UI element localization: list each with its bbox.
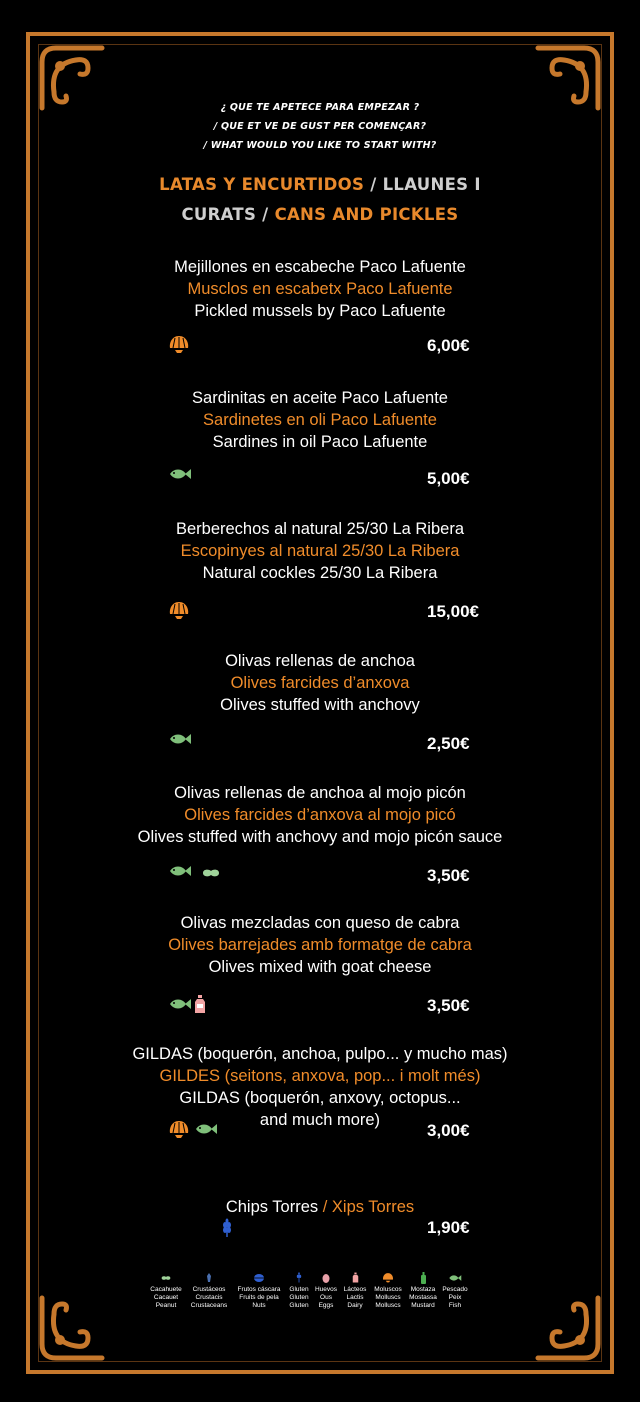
fish-icon (168, 467, 192, 486)
item-name-es: Olivas mezcladas con queso de cabra (180, 914, 460, 932)
peanut-icon (160, 1275, 172, 1284)
menu-item (0, 912, 640, 1022)
item-price: 3,50€ (427, 996, 470, 1015)
legend-item: Gluten Gluten Gluten (286, 1272, 312, 1310)
item-price: 1,90€ (427, 1218, 470, 1237)
legend-item: Crustáceos Crustacis Crustaceans (186, 1272, 232, 1310)
item-price: 6,00€ (427, 336, 470, 355)
section-title: LATAS Y ENCURTIDOS / LLAUNES I CURATS / CANS AND PICKLES (159, 175, 481, 224)
item-name-es: Berberechos al natural 25/30 La Ribera (175, 520, 465, 538)
item-price: 2,50€ (427, 734, 470, 753)
nuts-icon (253, 1273, 265, 1286)
ornament-corner-icon (36, 1292, 108, 1364)
item-name-es: Sardinitas en aceite Paco Lafuente (192, 389, 448, 407)
molluscs-icon (168, 1119, 190, 1144)
section-title-en: CANS AND PICKLES (274, 205, 459, 224)
item-name-en: Natural cockles 25/30 La Ribera (202, 564, 438, 582)
dairy-icon (194, 994, 206, 1019)
fish-icon (168, 864, 192, 883)
fish-icon (168, 997, 192, 1016)
gluten-icon (222, 1218, 232, 1243)
mustard-icon (420, 1272, 427, 1287)
legend-item: Mostaza Mostassa Mustard (406, 1272, 440, 1310)
legend-item: Huevos Ous Eggs (312, 1272, 340, 1310)
item-name-es: Olivas rellenas de anchoa (225, 652, 415, 670)
legend-item: Cacahuete Cacauet Peanut (146, 1272, 186, 1310)
menu-item (0, 782, 640, 892)
fish-icon (194, 1122, 218, 1141)
item-name-en: Olives stuffed with anchovy and mojo picón sauce (137, 828, 503, 846)
allergen-legend (146, 1272, 470, 1310)
legend-item: Lácteos Lactis Dairy (340, 1272, 370, 1310)
menu-item (0, 650, 640, 760)
molluscs-icon (168, 334, 190, 359)
menu-item (0, 387, 640, 495)
peanut-icon (200, 865, 222, 883)
item-name-es: Olivas rellenas de anchoa al mojo picón (174, 784, 466, 802)
menu-item (0, 256, 640, 362)
item-name-en: Olives mixed with goat cheese (208, 958, 432, 976)
item-name-ca: Olives farcides d’anxova (230, 674, 410, 692)
item-name-en: Olives stuffed with anchovy (220, 696, 420, 714)
item-price: 3,50€ (427, 866, 470, 885)
item-name-es: Chips Torres (225, 1198, 319, 1216)
menu-item (0, 518, 640, 628)
chips-row (0, 1216, 640, 1244)
molluscs-icon (168, 600, 190, 625)
item-name-ca: GILDES (seitons, anxova, pop... i molt més) (159, 1067, 481, 1085)
item-name-es: GILDAS (boquerón, anchoa, pulpo... y mucho mas) (132, 1045, 508, 1063)
legend-item: Frutos cáscara Fruits de pela Nuts (232, 1272, 286, 1310)
fish-icon (168, 732, 192, 751)
item-price: 3,00€ (427, 1121, 470, 1140)
item-name-ca: Olives farcides d’anxova al mojo picó (184, 806, 456, 824)
item-name-ca: Escopinyes al natural 25/30 La Ribera (180, 542, 460, 560)
intro-question (0, 98, 640, 155)
crustaceans-icon (206, 1273, 212, 1286)
item-price: 5,00€ (427, 469, 470, 488)
section-title-ca: LLAUNES I (382, 175, 481, 194)
item-name-en: Sardines in oil Paco Lafuente (212, 433, 428, 451)
item-name-ca: Musclos en escabetx Paco Lafuente (187, 280, 453, 298)
menu-item (0, 1043, 640, 1147)
item-name-en: GILDAS (boquerón, anxovy, octopus... (179, 1089, 461, 1107)
question-es: ¿ QUE TE APETECE PARA EMPEZAR ? (220, 102, 420, 113)
dairy-icon (352, 1272, 359, 1286)
question-en: / WHAT WOULD YOU LIKE TO START WITH? (203, 140, 437, 151)
item-name-en: Pickled mussels by Paco Lafuente (194, 302, 446, 320)
molluscs-icon (382, 1272, 394, 1286)
item-name-ca: Sardinetes en oli Paco Lafuente (203, 411, 437, 429)
menu-item-chips: Chips Torres / Xips Torres (225, 1198, 415, 1216)
item-name-es: Mejillones en escabeche Paco Lafuente (174, 258, 466, 276)
legend-item: Moluscos Molluscs Molluscs (370, 1272, 406, 1310)
item-name-ca: Olives barrejades amb formatge de cabra (168, 936, 472, 954)
item-price: 15,00€ (427, 602, 479, 621)
item-name-ca: Xips Torres (331, 1198, 415, 1216)
question-ca: / QUE ET VE DE GUST PER COMENÇAR? (213, 121, 427, 132)
gluten-icon (296, 1272, 302, 1286)
ornament-corner-icon (532, 1292, 604, 1364)
item-name-en-continued: and much more) (259, 1111, 381, 1129)
section-title-es: LATAS Y ENCURTIDOS (159, 175, 365, 194)
eggs-icon (322, 1273, 330, 1286)
fish-icon (448, 1274, 462, 1285)
legend-item: Pescado Peix Fish (440, 1272, 470, 1310)
